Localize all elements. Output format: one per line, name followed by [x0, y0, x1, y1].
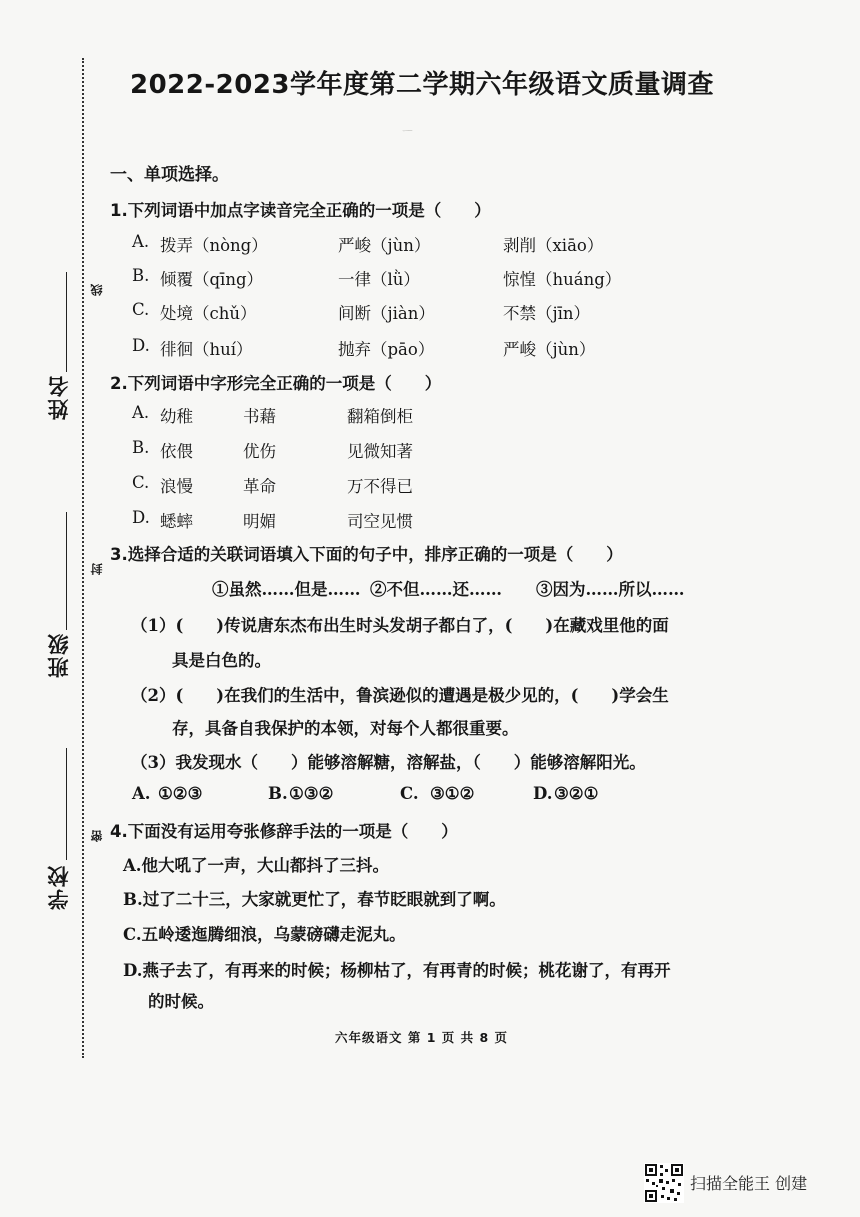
q3-answer-b-text: ①③②	[289, 784, 334, 803]
bleed-through: ㄧ	[400, 122, 596, 140]
q4-option-d[interactable]: D.燕子去了，有再来的时候；杨柳枯了，有再青的时候；桃花谢了，有再开	[123, 961, 671, 980]
page-footer: 六年级语文 第 1 页 共 8 页	[335, 1030, 509, 1045]
q1-option-d-letter[interactable]: D.	[132, 336, 150, 355]
q3-choice-3: ③因为……所以……	[536, 580, 685, 599]
question-3-stem: 3.选择合适的关联词语填入下面的句子中，排序正确的一项是（ ）	[110, 545, 623, 564]
q3-answer-a-text: ①②③	[158, 784, 203, 803]
q1-option-b-word3: 惊惶（huáng）	[503, 270, 622, 289]
q3-answer-d-letter[interactable]: D.	[533, 784, 553, 803]
school-field[interactable]	[66, 748, 67, 860]
q3-sentence-2: （2）( )在我们的生活中，鲁滨逊似的遭遇是极少见的，( )学会生	[131, 686, 669, 705]
q1-option-a-word1: 拨弄（nòng）	[160, 236, 268, 255]
q2-option-d-word1: 蟋蟀	[160, 512, 193, 531]
q2-option-a-word3: 翻箱倒柜	[347, 407, 413, 426]
q1-option-b-word1: 倾覆（qīng）	[160, 270, 264, 289]
q1-option-d-word2: 抛弃（pāo）	[338, 340, 435, 359]
q3-sentence-2-cont: 存，具备自我保护的本领，对每个人都很重要。	[172, 719, 519, 738]
seal-mark-seal: 封	[90, 563, 104, 575]
q3-choice-2: ②不但……还……	[370, 580, 502, 599]
q2-option-b-word3: 见微知著	[347, 442, 413, 461]
q2-option-a-word1: 幼稚	[160, 407, 193, 426]
q3-choice-1: ①虽然……但是……	[212, 580, 361, 599]
q2-option-a-word2: 书藉	[243, 407, 276, 426]
q2-option-c-word1: 浪慢	[160, 477, 193, 496]
q2-option-c-word2: 革命	[243, 477, 276, 496]
q3-sentence-3: （3）我发现水（ ）能够溶解糖，溶解盐，（ ）能够溶解阳光。	[131, 753, 646, 772]
q1-option-d-word1: 徘徊（huí）	[160, 340, 253, 359]
scanner-watermark: 扫描全能王 创建	[690, 1174, 808, 1193]
class-field[interactable]	[66, 512, 67, 630]
page-title: 2022-2023学年度第二学期六年级语文质量调查	[130, 70, 715, 100]
q3-answer-a-letter[interactable]: A.	[132, 784, 151, 803]
q1-option-c-word1: 处境（chǔ）	[160, 304, 257, 323]
question-1-stem: 1.下列词语中加点字读音完全正确的一项是（ ）	[110, 201, 491, 220]
section-heading: 一、单项选择。	[110, 165, 229, 185]
q2-option-b-letter[interactable]: B.	[132, 438, 150, 457]
seal-mark-secret: 密	[90, 830, 104, 842]
binding-dotted-line	[82, 58, 84, 1058]
q1-option-b-word2: 一律（lǜ）	[338, 270, 420, 289]
q1-option-b-letter[interactable]: B.	[132, 266, 150, 285]
class-label: 班级	[47, 632, 71, 678]
q3-answer-b-letter[interactable]: B.	[268, 784, 288, 803]
q3-sentence-1: （1）( )传说唐东杰布出生时头发胡子都白了，( )在藏戏里他的面	[131, 616, 669, 635]
q1-option-a-word3: 剥削（xiāo）	[503, 236, 604, 255]
school-label: 学校	[47, 864, 71, 910]
q2-option-c-letter[interactable]: C.	[132, 473, 150, 492]
q3-answer-c-text: ③①②	[430, 784, 475, 803]
q4-option-a[interactable]: A.他大吼了一声，大山都抖了三抖。	[123, 856, 390, 875]
question-2-stem: 2.下列词语中字形完全正确的一项是（ ）	[110, 374, 442, 393]
q2-option-a-letter[interactable]: A.	[132, 403, 150, 422]
q1-option-a-letter[interactable]: A.	[132, 232, 150, 251]
name-field[interactable]	[66, 272, 67, 372]
q3-sentence-1-cont: 具是白色的。	[172, 651, 271, 670]
qr-code-icon	[644, 1163, 684, 1203]
q2-option-d-letter[interactable]: D.	[132, 508, 150, 527]
q2-option-b-word2: 优伤	[243, 442, 276, 461]
q3-answer-d-text: ③②①	[554, 784, 599, 803]
name-label: 姓名	[47, 374, 71, 420]
q1-option-a-word2: 严峻（jùn）	[338, 236, 431, 255]
q1-option-d-word3: 严峻（jùn）	[503, 340, 596, 359]
q2-option-d-word2: 明媚	[243, 512, 276, 531]
seal-mark-line: 线	[90, 284, 104, 296]
q4-option-b[interactable]: B.过了二十三，大家就更忙了，春节眨眼就到了啊。	[123, 890, 506, 909]
question-4-stem: 4.下面没有运用夸张修辞手法的一项是（ ）	[110, 822, 458, 841]
q1-option-c-word3: 不禁（jīn）	[503, 304, 591, 323]
q4-option-d-cont: 的时候。	[148, 992, 214, 1011]
q2-option-c-word3: 万不得已	[347, 477, 413, 496]
q2-option-b-word1: 依偎	[160, 442, 193, 461]
q3-answer-c-letter[interactable]: C.	[400, 784, 419, 803]
q4-option-c[interactable]: C.五岭逶迤腾细浪，乌蒙磅礴走泥丸。	[123, 925, 406, 944]
q2-option-d-word3: 司空见惯	[347, 512, 413, 531]
q1-option-c-word2: 间断（jiàn）	[338, 304, 435, 323]
q1-option-c-letter[interactable]: C.	[132, 300, 150, 319]
